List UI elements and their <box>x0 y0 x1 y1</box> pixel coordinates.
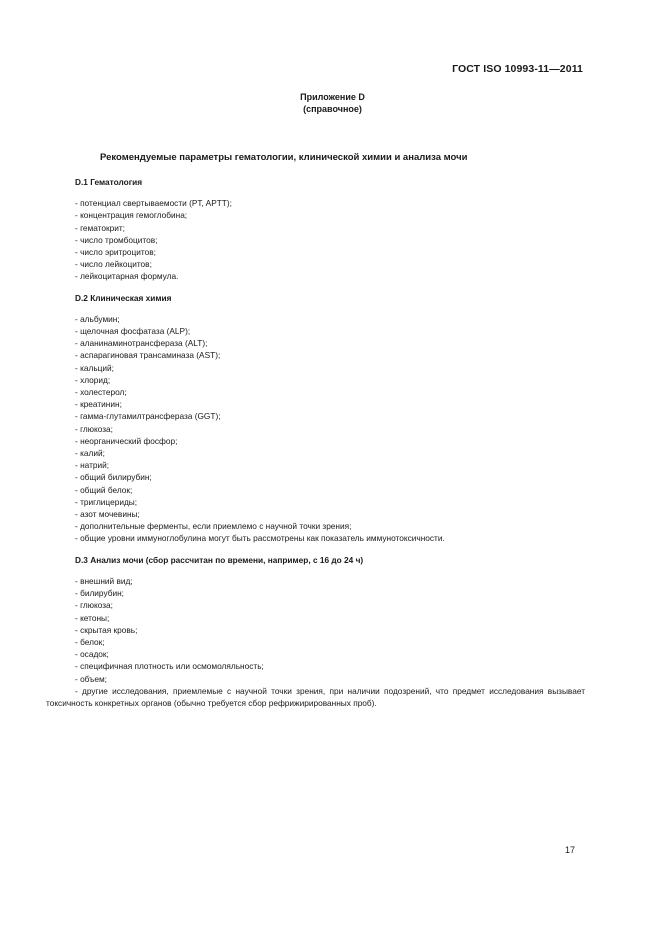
list-item: - альбумин; <box>75 313 120 324</box>
list-item: - холестерол; <box>75 387 127 398</box>
list-item: - лейкоцитарная формула. <box>75 271 179 282</box>
list-item: - общие уровни иммуноглобулина могут быть рассмотрены как показатель иммунотоксичности. <box>75 533 445 544</box>
list-item: - триглицериды; <box>75 496 138 507</box>
list-item: - гамма-глутамилтрансфераза (GGT); <box>75 411 221 422</box>
section-hematology <box>75 176 585 283</box>
list-item: - дополнительные ферменты, если приемлемо с научной точки зрения; <box>75 521 352 532</box>
standard-number: ГОСТ ISO 10993-11—2011 <box>452 63 583 75</box>
list-item: - кальций; <box>75 362 114 373</box>
list-item: - креатинин; <box>75 399 122 410</box>
list-item: - белок; <box>75 636 105 647</box>
list-item: - концентрация гемоглобина; <box>75 210 188 221</box>
list-item: - билирубин; <box>75 588 124 599</box>
list-item: - скрытая кровь; <box>75 624 138 635</box>
list-item: - аспарагиновая трансаминаза (AST); <box>75 350 221 361</box>
list-item: - число эритроцитов; <box>75 247 156 258</box>
section-heading: D.2 Клиническая химия <box>75 292 172 303</box>
item-list <box>75 313 585 545</box>
section-clinical-chemistry <box>75 292 585 545</box>
list-item: - кетоны; <box>75 612 110 623</box>
list-item: - калий; <box>75 448 105 459</box>
list-item: - неорганический фосфор; <box>75 435 178 446</box>
list-item: - осадок; <box>75 649 109 660</box>
annex-subtitle: (справочное) <box>303 104 362 114</box>
list-item: - аланинаминотрансфераза (ALT); <box>75 338 208 349</box>
list-item: - щелочная фосфатаза (ALP); <box>75 326 191 337</box>
item-list <box>75 197 585 282</box>
list-item: - внешний вид; <box>75 575 133 586</box>
list-item: - глюкоза; <box>75 600 113 611</box>
section-urinalysis <box>46 554 585 709</box>
list-item: - натрий; <box>75 460 110 471</box>
list-item: - число тромбоцитов; <box>75 234 158 245</box>
paragraph-other-studies: - другие исследования, приемлемые с научной точки зрения, при наличии подозрений, что предмет исследования вызывает токсичность конкретных органов (обычно требуется сбор рефрижирированных проб). <box>46 685 585 708</box>
list-item: - гематокрит; <box>75 222 125 233</box>
list-item: - азот мочевины; <box>75 509 140 520</box>
list-item: - потенциал свертываемости (PT, APTT); <box>75 198 232 209</box>
list-item: - общий билирубин; <box>75 472 152 483</box>
section-heading: D.1 Гематология <box>75 177 143 187</box>
list-item: - специфичная плотность или осмомоляльность; <box>75 661 264 672</box>
list-item: - глюкоза; <box>75 423 113 434</box>
page-number: 17 <box>564 845 575 855</box>
item-list <box>75 575 585 685</box>
annex-header <box>0 91 661 115</box>
list-item: - общий белок; <box>75 484 133 495</box>
document-body <box>46 176 585 709</box>
list-item: - число лейкоцитов; <box>75 259 152 270</box>
list-item: - объем; <box>75 673 107 684</box>
annex-title: Приложение D <box>300 92 365 102</box>
section-heading: D.3 Анализ мочи (сбор рассчитан по времени, например, с 16 до 24 ч) <box>75 554 364 565</box>
list-item: - хлорид; <box>75 374 111 385</box>
main-title: Рекомендуемые параметры гематологии, клинической химии и анализа мочи <box>100 152 468 163</box>
